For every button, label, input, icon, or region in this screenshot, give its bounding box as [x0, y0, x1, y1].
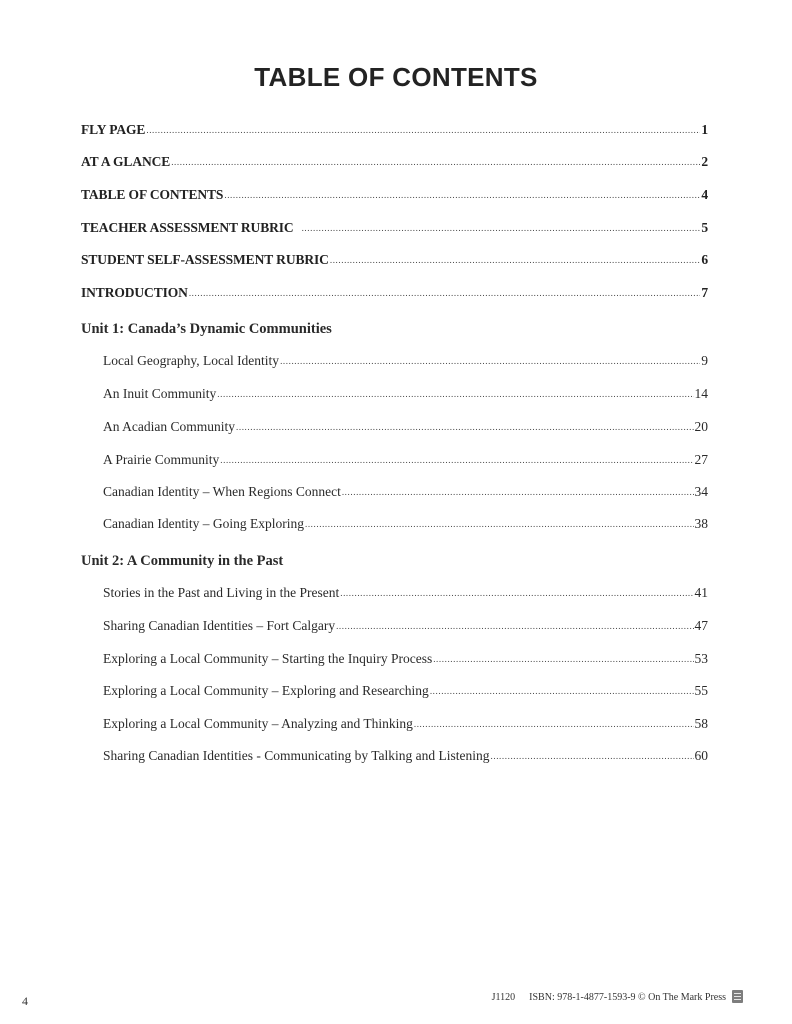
toc-entry-label: Canadian Identity – When Regions Connect: [103, 484, 341, 499]
toc-entry-at-a-glance[interactable]: [81, 153, 708, 171]
toc-entry-label: Canadian Identity – Going Exploring: [103, 516, 304, 531]
dot-leader: [224, 186, 700, 204]
dot-leader: [340, 584, 693, 602]
toc-entry-label: AT A GLANCE: [81, 154, 171, 169]
dot-leader: [217, 385, 693, 403]
toc-entry[interactable]: [103, 418, 708, 436]
dot-leader: [146, 121, 700, 139]
dot-leader: [280, 352, 700, 370]
dot-leader: [330, 251, 701, 269]
dot-leader: [414, 715, 694, 733]
toc-entry-label: Stories in the Past and Living in the Present: [103, 585, 340, 600]
toc-entry-label: Local Geography, Local Identity: [103, 353, 280, 368]
isbn-copyright: ISBN: 978-1-4877-1593-9 © On The Mark Press: [529, 991, 726, 1003]
page-title: TABLE OF CONTENTS: [254, 62, 538, 92]
toc-entry[interactable]: [103, 584, 708, 602]
toc-entry[interactable]: [103, 650, 708, 668]
toc-entry-label: Sharing Canadian Identities - Communicating by Talking and Listening: [103, 748, 490, 763]
toc-entry-table-of-contents[interactable]: [81, 186, 708, 204]
toc-entry-label: INTRODUCTION: [81, 285, 188, 300]
dot-leader: [236, 418, 694, 436]
unit-heading-2: Unit 2: A Community in the Past: [81, 553, 284, 569]
toc-entry[interactable]: [103, 385, 708, 403]
toc-entry-label: A Prairie Community: [103, 452, 220, 467]
dot-leader: [342, 483, 694, 501]
toc-entry-page: 1: [701, 122, 708, 137]
toc-entry-label: An Inuit Community: [103, 386, 217, 401]
dot-leader: [491, 747, 694, 765]
toc-entry-fly-page[interactable]: [81, 121, 708, 139]
toc-entry-label: Exploring a Local Community – Starting the Inquiry Process: [103, 651, 433, 666]
toc-entry-label: TABLE OF CONTENTS: [81, 187, 224, 202]
toc-entry-label: STUDENT SELF-ASSESSMENT RUBRIC: [81, 252, 329, 267]
toc-entry-label: FLY PAGE: [81, 122, 146, 137]
toc-entry-page: 55: [694, 683, 708, 698]
toc-entry[interactable]: [103, 682, 708, 700]
toc-entry-teacher-assessment-rubric[interactable]: [81, 219, 708, 237]
toc-entry[interactable]: [103, 451, 708, 469]
toc-entry-label: TEACHER ASSESSMENT RUBRIC: [81, 220, 294, 235]
toc-entry[interactable]: [103, 483, 708, 501]
toc-entry-page: 60: [694, 748, 708, 763]
dot-leader: [430, 682, 694, 700]
toc-entry-page: 27: [694, 452, 708, 467]
dot-leader: [433, 650, 693, 668]
toc-entry-label: Sharing Canadian Identities – Fort Calgary: [103, 618, 336, 633]
toc-entry-label: Exploring a Local Community – Analyzing and Thinking: [103, 716, 413, 731]
toc-entry-label: An Acadian Community: [103, 419, 235, 434]
toc-entry[interactable]: [103, 617, 708, 635]
toc-entry-page: 53: [694, 651, 708, 666]
toc-entry-page: 41: [694, 585, 708, 600]
toc-entry-page: 14: [694, 386, 708, 401]
toc-entry-page: 58: [694, 716, 708, 731]
toc-entry-page: 38: [694, 516, 708, 531]
toc-entry-page: 20: [694, 419, 708, 434]
toc-entry[interactable]: [103, 352, 708, 370]
dot-leader: [302, 219, 701, 237]
product-code: J1120: [491, 991, 516, 1003]
unit-heading-1: Unit 1: Canada’s Dynamic Communities: [81, 321, 332, 337]
toc-entry[interactable]: [103, 515, 708, 533]
toc-entry-page: 9: [701, 353, 708, 368]
toc-entry-page: 6: [701, 252, 708, 267]
toc-entry-page: 5: [701, 220, 708, 235]
dot-leader: [171, 153, 700, 171]
toc-entry-page: 47: [694, 618, 708, 633]
toc-entry-introduction[interactable]: [81, 284, 708, 302]
toc-entry[interactable]: [103, 715, 708, 733]
footer-publisher-info: [492, 990, 744, 1004]
toc-entry-student-self-assessment-rubric[interactable]: [81, 251, 708, 269]
dot-leader: [305, 515, 694, 533]
toc-entry-page: 7: [701, 285, 708, 300]
toc-entry[interactable]: [103, 747, 708, 765]
toc-entry-page: 2: [701, 154, 708, 169]
toc-entry-label: Exploring a Local Community – Exploring and Researching: [103, 683, 429, 698]
document-icon: [732, 990, 744, 1004]
dot-leader: [189, 284, 701, 302]
dot-leader: [336, 617, 693, 635]
dot-leader: [220, 451, 693, 469]
footer-page-number: 4: [22, 994, 28, 1008]
toc-entry-page: 4: [701, 187, 708, 202]
toc-entry-page: 34: [694, 484, 708, 499]
